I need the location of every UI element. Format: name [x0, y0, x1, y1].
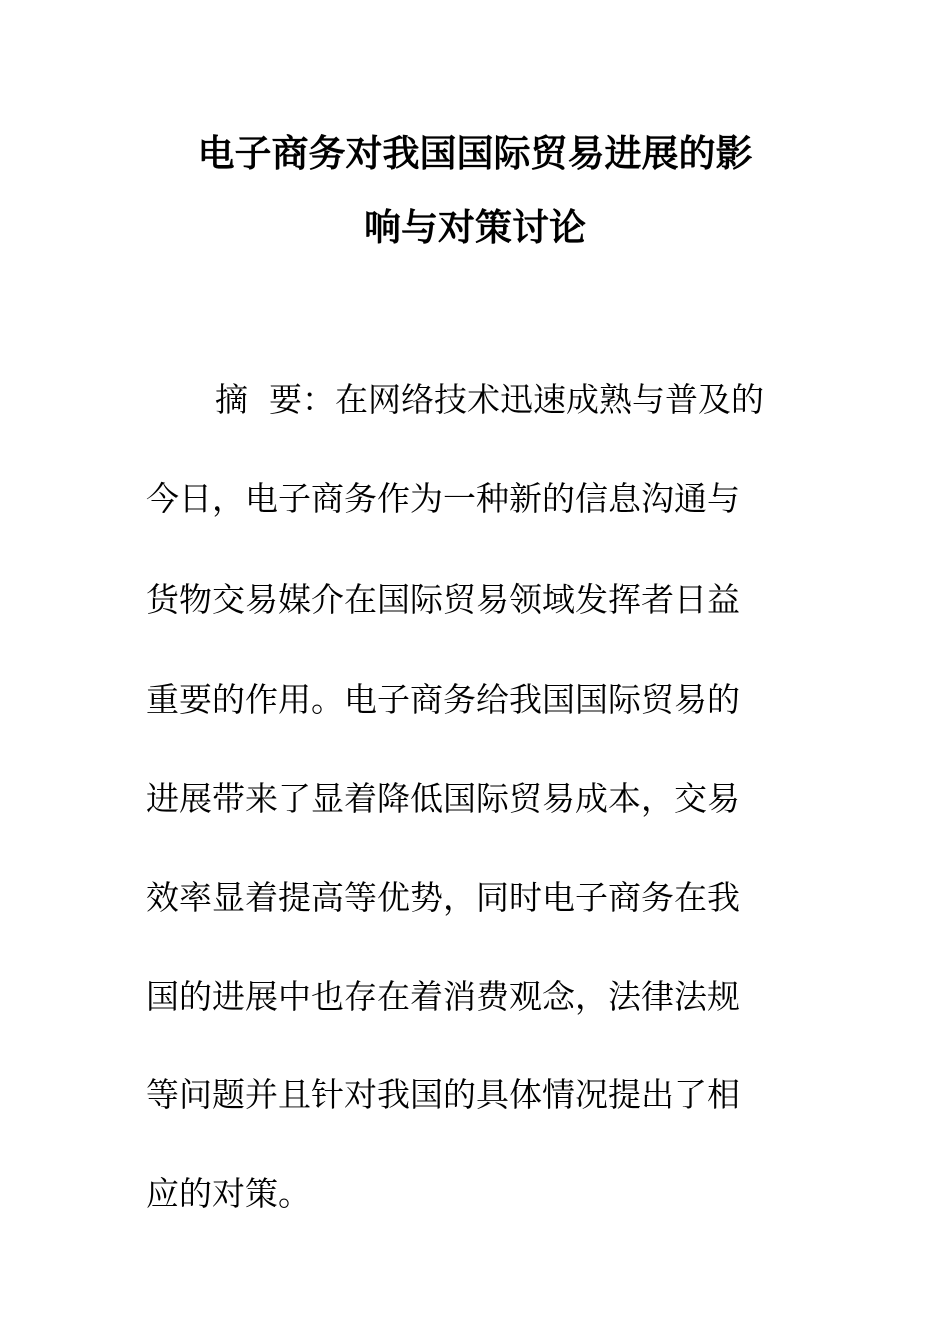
- abstract-line-7: 国的进展中也存在着消费观念，法律法规: [146, 977, 740, 1016]
- abstract-line-3: 货物交易媒介在国际贸易领域发挥者日益: [146, 580, 740, 619]
- abstract-line-1: [215, 380, 764, 420]
- abstract-line-6: 效率显着提高等优势，同时电子商务在我: [146, 878, 740, 917]
- abstract-line-5: 进展带来了显着降低国际贸易成本，交易: [146, 779, 740, 818]
- abstract-line-2: 今日，电子商务作为一种新的信息沟通与: [146, 479, 740, 518]
- abstract-line-9: 应的对策。: [146, 1174, 311, 1213]
- abstract-text-1: 在网络技术迅速成熟与普及的: [334, 380, 764, 419]
- abstract-line-8: 等问题并且针对我国的具体情况提出了相: [146, 1075, 740, 1114]
- abstract-label: 摘 要：: [215, 380, 335, 419]
- title-line-1: 电子商务对我国国际贸易进展的影: [197, 132, 753, 175]
- abstract-line-4: 重要的作用。电子商务给我国国际贸易的: [146, 680, 740, 719]
- title-line-2: 响与对策讨论: [364, 206, 586, 249]
